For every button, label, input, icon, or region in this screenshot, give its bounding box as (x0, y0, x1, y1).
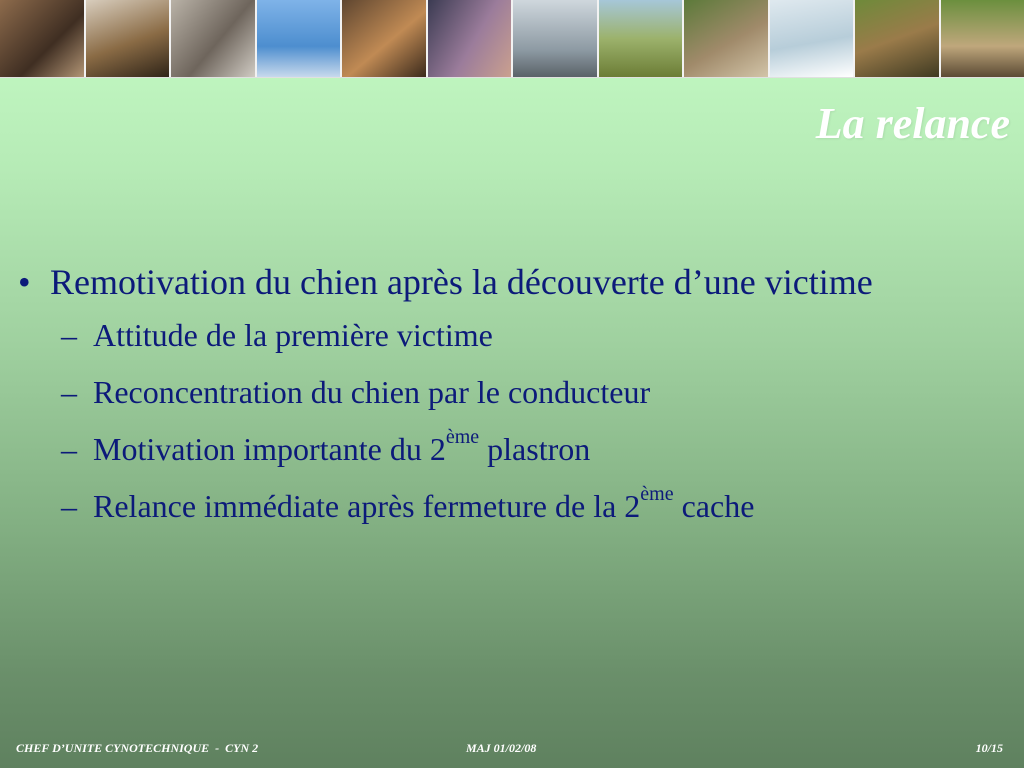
slide-footer (0, 738, 1024, 760)
main-bullet-text: Remotivation du chien après la découverte d’une victime (50, 262, 873, 302)
sub-bullet-text-before: Motivation importante du 2 (93, 431, 446, 467)
photo-dog-grass (855, 0, 939, 77)
sub-bullet-text-after: plastron (479, 431, 591, 467)
photo-rope-rescue (257, 0, 341, 77)
footer-page-number: 10/15 (975, 741, 1003, 755)
photo-dog-rubble (0, 0, 84, 77)
slide-title: La relance (815, 99, 1010, 148)
footer-organization: CHEF D’UNITE CYNOTECHNIQUE - CYN 2 (16, 741, 259, 755)
photo-field-search (599, 0, 683, 77)
photo-team-forest (941, 0, 1024, 77)
main-bullet (18, 255, 998, 309)
sub-bullet-text: Reconcentration du chien par le conducteur (93, 374, 651, 410)
photo-helicopter (513, 0, 597, 77)
sub-bullet-marker: – (61, 317, 77, 353)
photo-rescue-debris (171, 0, 255, 77)
sub-bullet (18, 483, 998, 526)
sub-bullet-superscript: ème (445, 426, 480, 448)
sub-bullet-text-after: cache (673, 488, 755, 524)
sub-bullet-marker: – (61, 374, 77, 410)
sub-bullet (18, 426, 998, 469)
sub-bullet (18, 315, 998, 355)
slide-content (18, 255, 998, 543)
bullet-marker: • (18, 262, 31, 302)
footer-update-date: MAJ 01/02/08 (466, 741, 537, 755)
sub-bullet-text: Attitude de la première victime (93, 317, 493, 353)
sub-bullet-text-before: Relance immédiate après fermeture de la 2 (93, 488, 641, 524)
sub-bullet-list (18, 315, 998, 526)
photo-dog-portrait (684, 0, 768, 77)
photo-puppy (86, 0, 170, 77)
sub-bullet (18, 372, 998, 412)
sub-bullet-marker: – (61, 431, 77, 467)
sub-bullet-marker: – (61, 488, 77, 524)
photo-banner (0, 0, 1024, 78)
sub-bullet-superscript: ème (640, 483, 674, 505)
photo-avalanche-dig (770, 0, 854, 77)
photo-handler-dog (428, 0, 512, 77)
photo-dog-ladder (342, 0, 426, 77)
